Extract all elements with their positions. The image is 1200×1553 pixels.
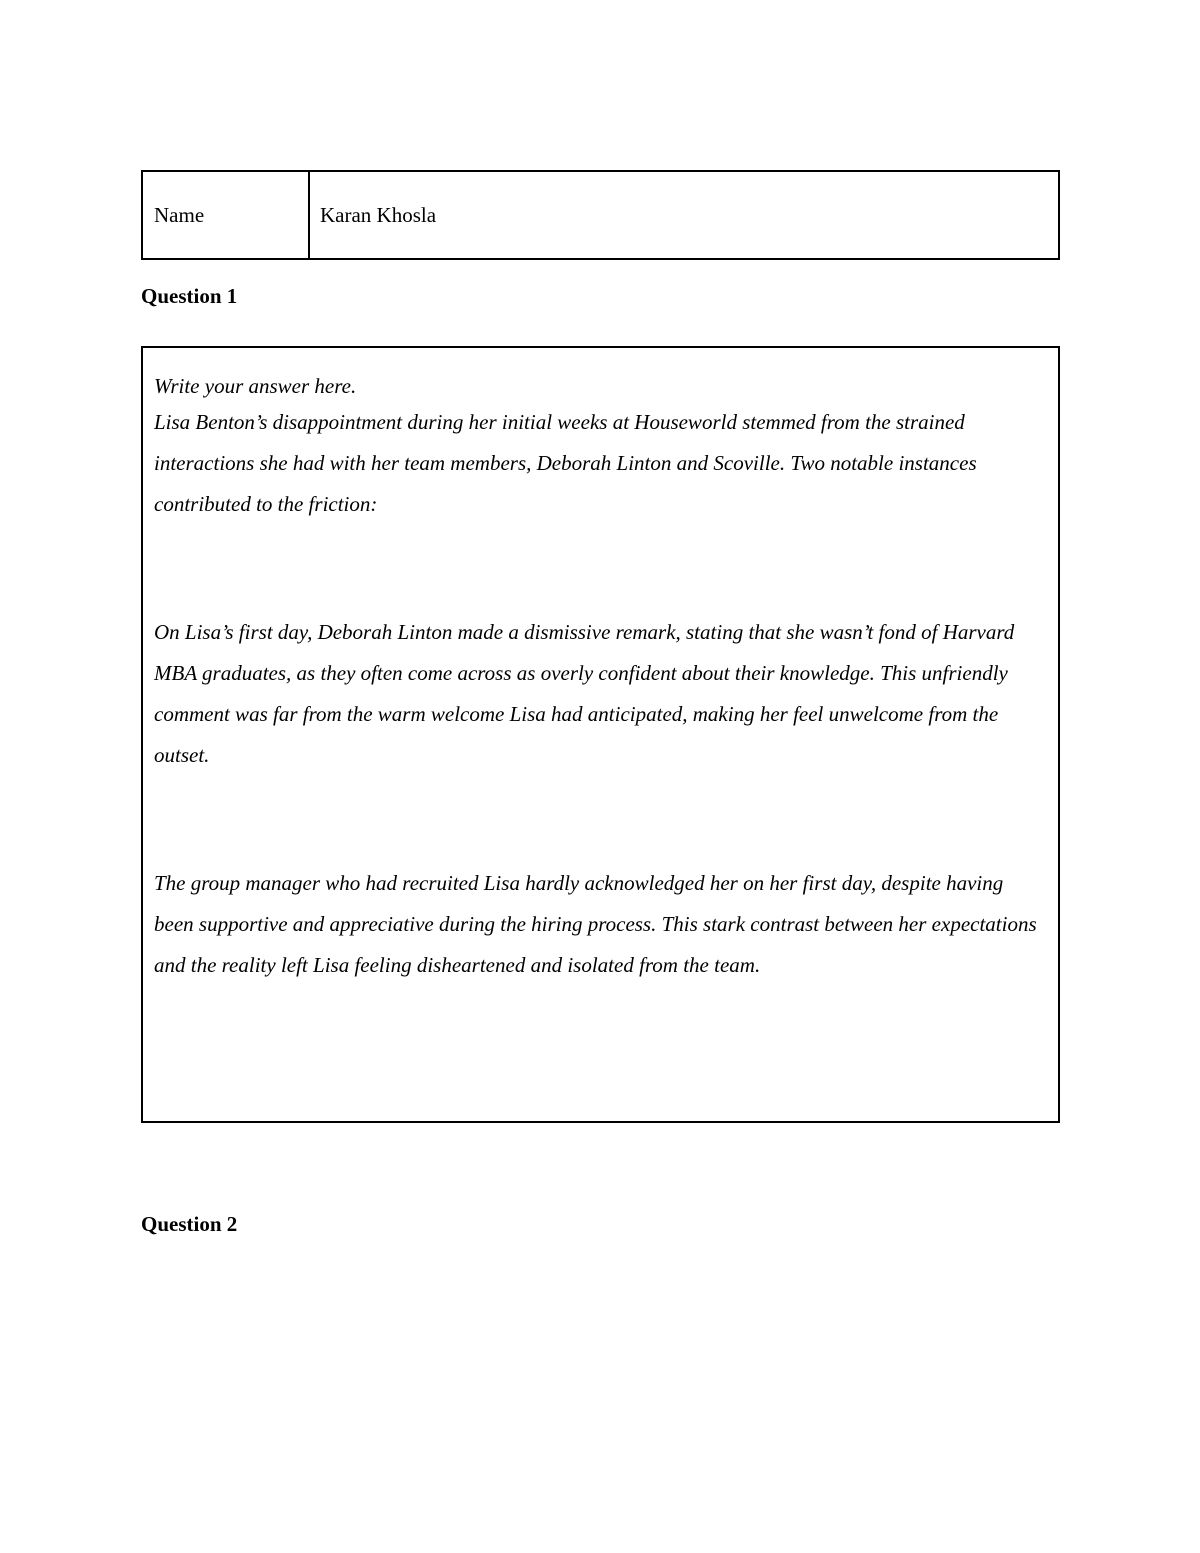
name-label: Name	[143, 172, 310, 258]
question-2-heading: Question 2	[141, 1212, 238, 1236]
paragraph-spacer	[154, 525, 1046, 612]
answer-paragraph-3: The group manager who had recruited Lisa hardly acknowledged her on her first day, despite having been supportive and appreciative during the hiring process. This stark contrast between her expectations and the reality left Lisa feeling disheartened and isolated from the team.	[154, 871, 1037, 977]
answer-paragraph-2: On Lisa’s first day, Deborah Linton made a dismissive remark, stating that she wasn’t fond of Harvard MBA graduates, as they often come across as overly confident about their knowledge. This unfriendly comment was far from the warm welcome Lisa had anticipated, making her feel unwelcome from the outset.	[154, 620, 1015, 767]
paragraph-spacer	[154, 776, 1046, 863]
answer-prompt: Write your answer here.	[154, 374, 357, 398]
answer-paragraph-1: Lisa Benton’s disappointment during her initial weeks at Houseworld stemmed from the strained interactions she had with her team members, Deborah Linton and Scoville. Two notable instances contributed to the friction:	[154, 410, 977, 516]
name-table	[141, 170, 1060, 260]
question-1-answer-box	[141, 346, 1060, 1123]
question-1-heading: Question 1	[141, 284, 238, 308]
name-value: Karan Khosla	[320, 202, 437, 227]
